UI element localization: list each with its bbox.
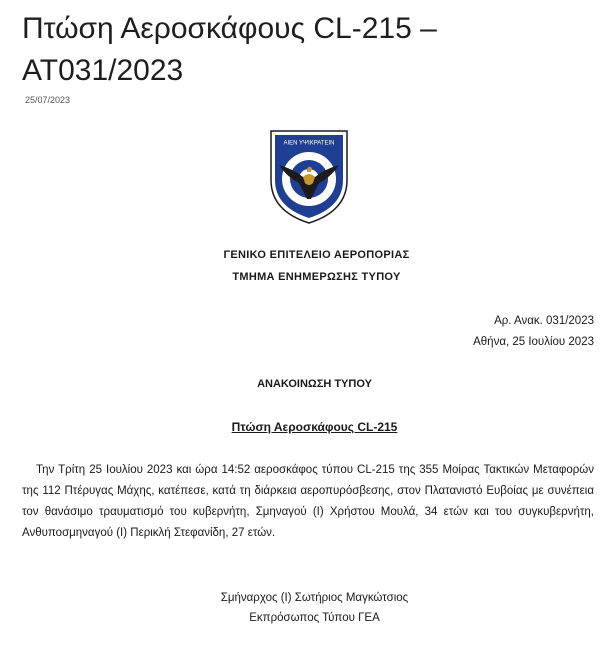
hellenic-air-force-eagle-emblem-icon [267, 125, 351, 225]
org-name: ΓΕΝΙΚΟ ΕΠΙΤΕΛΕΙΟ ΑΕΡΟΠΟΡΙΑΣ [223, 249, 410, 261]
org-department: ΤΜΗΜΑ ΕΝΗΜΕΡΩΣΗΣ ΤΥΠΟΥ [232, 271, 401, 283]
signatory-role: Εκπρόσωπος Τύπου ΓΕΑ [249, 612, 380, 624]
reference-number: Αρ. Ανακ. 031/2023 [494, 315, 594, 327]
signatory-name: Σμήναρχος (Ι) Σωτήριος Μαγκώτσιος [220, 592, 409, 604]
document-subject: Πτώση Αεροσκάφους CL-215 [231, 420, 398, 434]
emblem-motto: ΑΙΕΝ ΥΨΙΚΡΑΤΕΙΝ [283, 140, 335, 147]
place-date: Αθήνα, 25 Ιουλίου 2023 [473, 336, 594, 348]
publish-date: 25/07/2023 [25, 95, 71, 105]
document-body: Την Τρίτη 25 Ιουλίου 2023 και ώρα 14:52 αεροσκάφος τύπου CL-215 της 355 Μοίρας Τακτικών Μεταφορών της 112 Πτέρυγας Μάχης, κατέπεσε, κατά τη διάρκεια αεροπυρόσβεσης, στον Πλατανιστό Ευβοίας με συνέπεια τον θανάσιμο τραυματισμό του κυβερνήτη, Σμηναγού (Ι) Χρήστου Μουλά, 34 ετών και του συγκυβερνήτη, Ανθυποσμηναγού (Ι) Περικλή Στεφανίδη, 27 ετών. [22, 464, 594, 539]
document-heading: ΑΝΑΚΟΙΝΩΣΗ ΤΥΠΟΥ [257, 378, 372, 390]
page-title: Πτώση Αεροσκάφους CL-215 – AT031/2023 [22, 12, 437, 87]
